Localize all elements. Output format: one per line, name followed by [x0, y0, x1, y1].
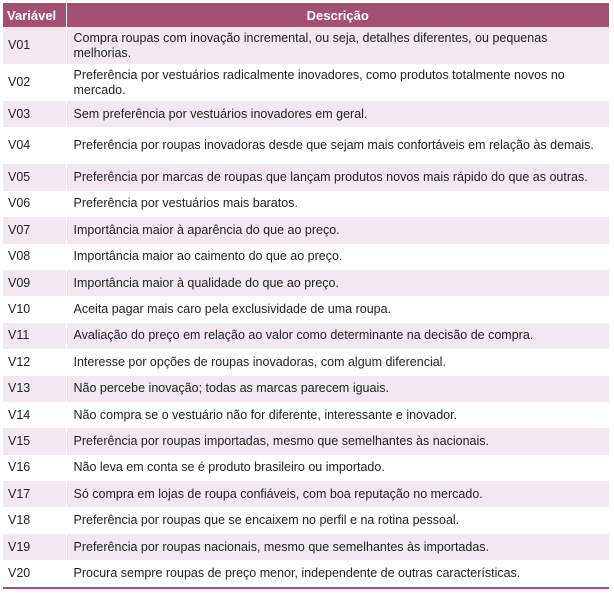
table-row	[3, 376, 609, 402]
row-description: Compra roupas com inovação incremental, ou seja, detalhes diferentes, ou pequenas melhorias.	[66, 27, 609, 64]
row-variable: V03	[8, 106, 31, 121]
row-description: Avaliação do preço em relação ao valor como determinante na decisão de compra.	[66, 323, 609, 349]
row-variable: V06	[8, 196, 31, 211]
table-row	[3, 217, 609, 243]
table-row	[3, 428, 609, 454]
row-variable: V19	[8, 539, 31, 554]
variables-table	[3, 3, 609, 587]
row-variable: V17	[8, 486, 31, 501]
row-variable: V20	[8, 565, 31, 580]
row-variable: V12	[8, 354, 31, 369]
row-variable: V08	[8, 249, 31, 264]
row-variable: V13	[8, 381, 31, 396]
table-row	[3, 191, 609, 217]
header-row	[3, 3, 609, 27]
row-description: Importância maior à aparência do que ao preço.	[66, 217, 609, 243]
variables-table-container	[3, 3, 609, 589]
header-variable: Variável	[3, 3, 66, 27]
row-description: Procura sempre roupas de preço menor, independente de outras características.	[66, 560, 609, 586]
row-variable: V02	[8, 75, 31, 89]
table-row	[3, 101, 609, 127]
header-description: Descrição	[66, 3, 609, 27]
table-row	[3, 402, 609, 428]
row-variable: V11	[8, 328, 30, 343]
row-variable: V10	[8, 302, 31, 317]
table-header	[3, 3, 609, 27]
row-variable: V18	[8, 513, 31, 528]
table-row	[3, 244, 609, 270]
row-description: Não compra se o vestuário não for diferente, interessante e inovador.	[66, 402, 609, 428]
table-row	[3, 323, 609, 349]
row-variable: V15	[8, 433, 31, 448]
table-row	[3, 64, 609, 101]
row-description: Preferência por vestuários mais baratos.	[66, 191, 609, 217]
table-row	[3, 534, 609, 560]
row-variable: V04	[8, 138, 31, 153]
row-description: Preferência por roupas que se encaixem no perfil e na rotina pessoal.	[66, 507, 609, 533]
row-description: Preferência por vestuários radicalmente inovadores, como produtos totalmente novos no mercado.	[66, 64, 609, 101]
row-variable: V16	[8, 460, 31, 475]
table-row	[3, 27, 609, 64]
row-variable: V09	[8, 275, 31, 290]
row-variable: V07	[8, 222, 31, 237]
row-description: Importância maior à qualidade do que ao preço.	[66, 270, 609, 296]
row-variable: V05	[8, 170, 31, 185]
row-description: Importância maior ao caimento do que ao preço.	[66, 244, 609, 270]
table-row	[3, 507, 609, 533]
row-description: Não percebe inovação; todas as marcas parecem iguais.	[66, 376, 609, 402]
table-row	[3, 560, 609, 586]
row-description: Preferência por roupas inovadoras desde que sejam mais confortáveis em relação às demais.	[66, 127, 609, 164]
table-row	[3, 296, 609, 322]
row-description: Não leva em conta se é produto brasileiro ou importado.	[66, 455, 609, 481]
row-description: Aceita pagar mais caro pela exclusividade de uma roupa.	[66, 296, 609, 322]
row-description: Preferência por roupas importadas, mesmo que semelhantes às nacionais.	[66, 428, 609, 454]
table-row	[3, 270, 609, 296]
table-row	[3, 455, 609, 481]
table-body	[3, 27, 609, 587]
table-row	[3, 481, 609, 507]
table-row	[3, 127, 609, 164]
row-description: Preferência por roupas nacionais, mesmo que semelhantes às importadas.	[66, 534, 609, 560]
row-variable: V01	[8, 38, 31, 52]
table-row	[3, 349, 609, 375]
row-description: Sem preferência por vestuários inovadores em geral.	[66, 101, 609, 127]
row-description: Preferência por marcas de roupas que lançam produtos novos mais rápido do que as outras.	[66, 164, 609, 190]
row-description: Só compra em lojas de roupa confiáveis, com boa reputação no mercado.	[66, 481, 609, 507]
table-row	[3, 164, 609, 190]
row-description: Interesse por opções de roupas inovadoras, com algum diferencial.	[66, 349, 609, 375]
row-variable: V14	[8, 407, 31, 422]
